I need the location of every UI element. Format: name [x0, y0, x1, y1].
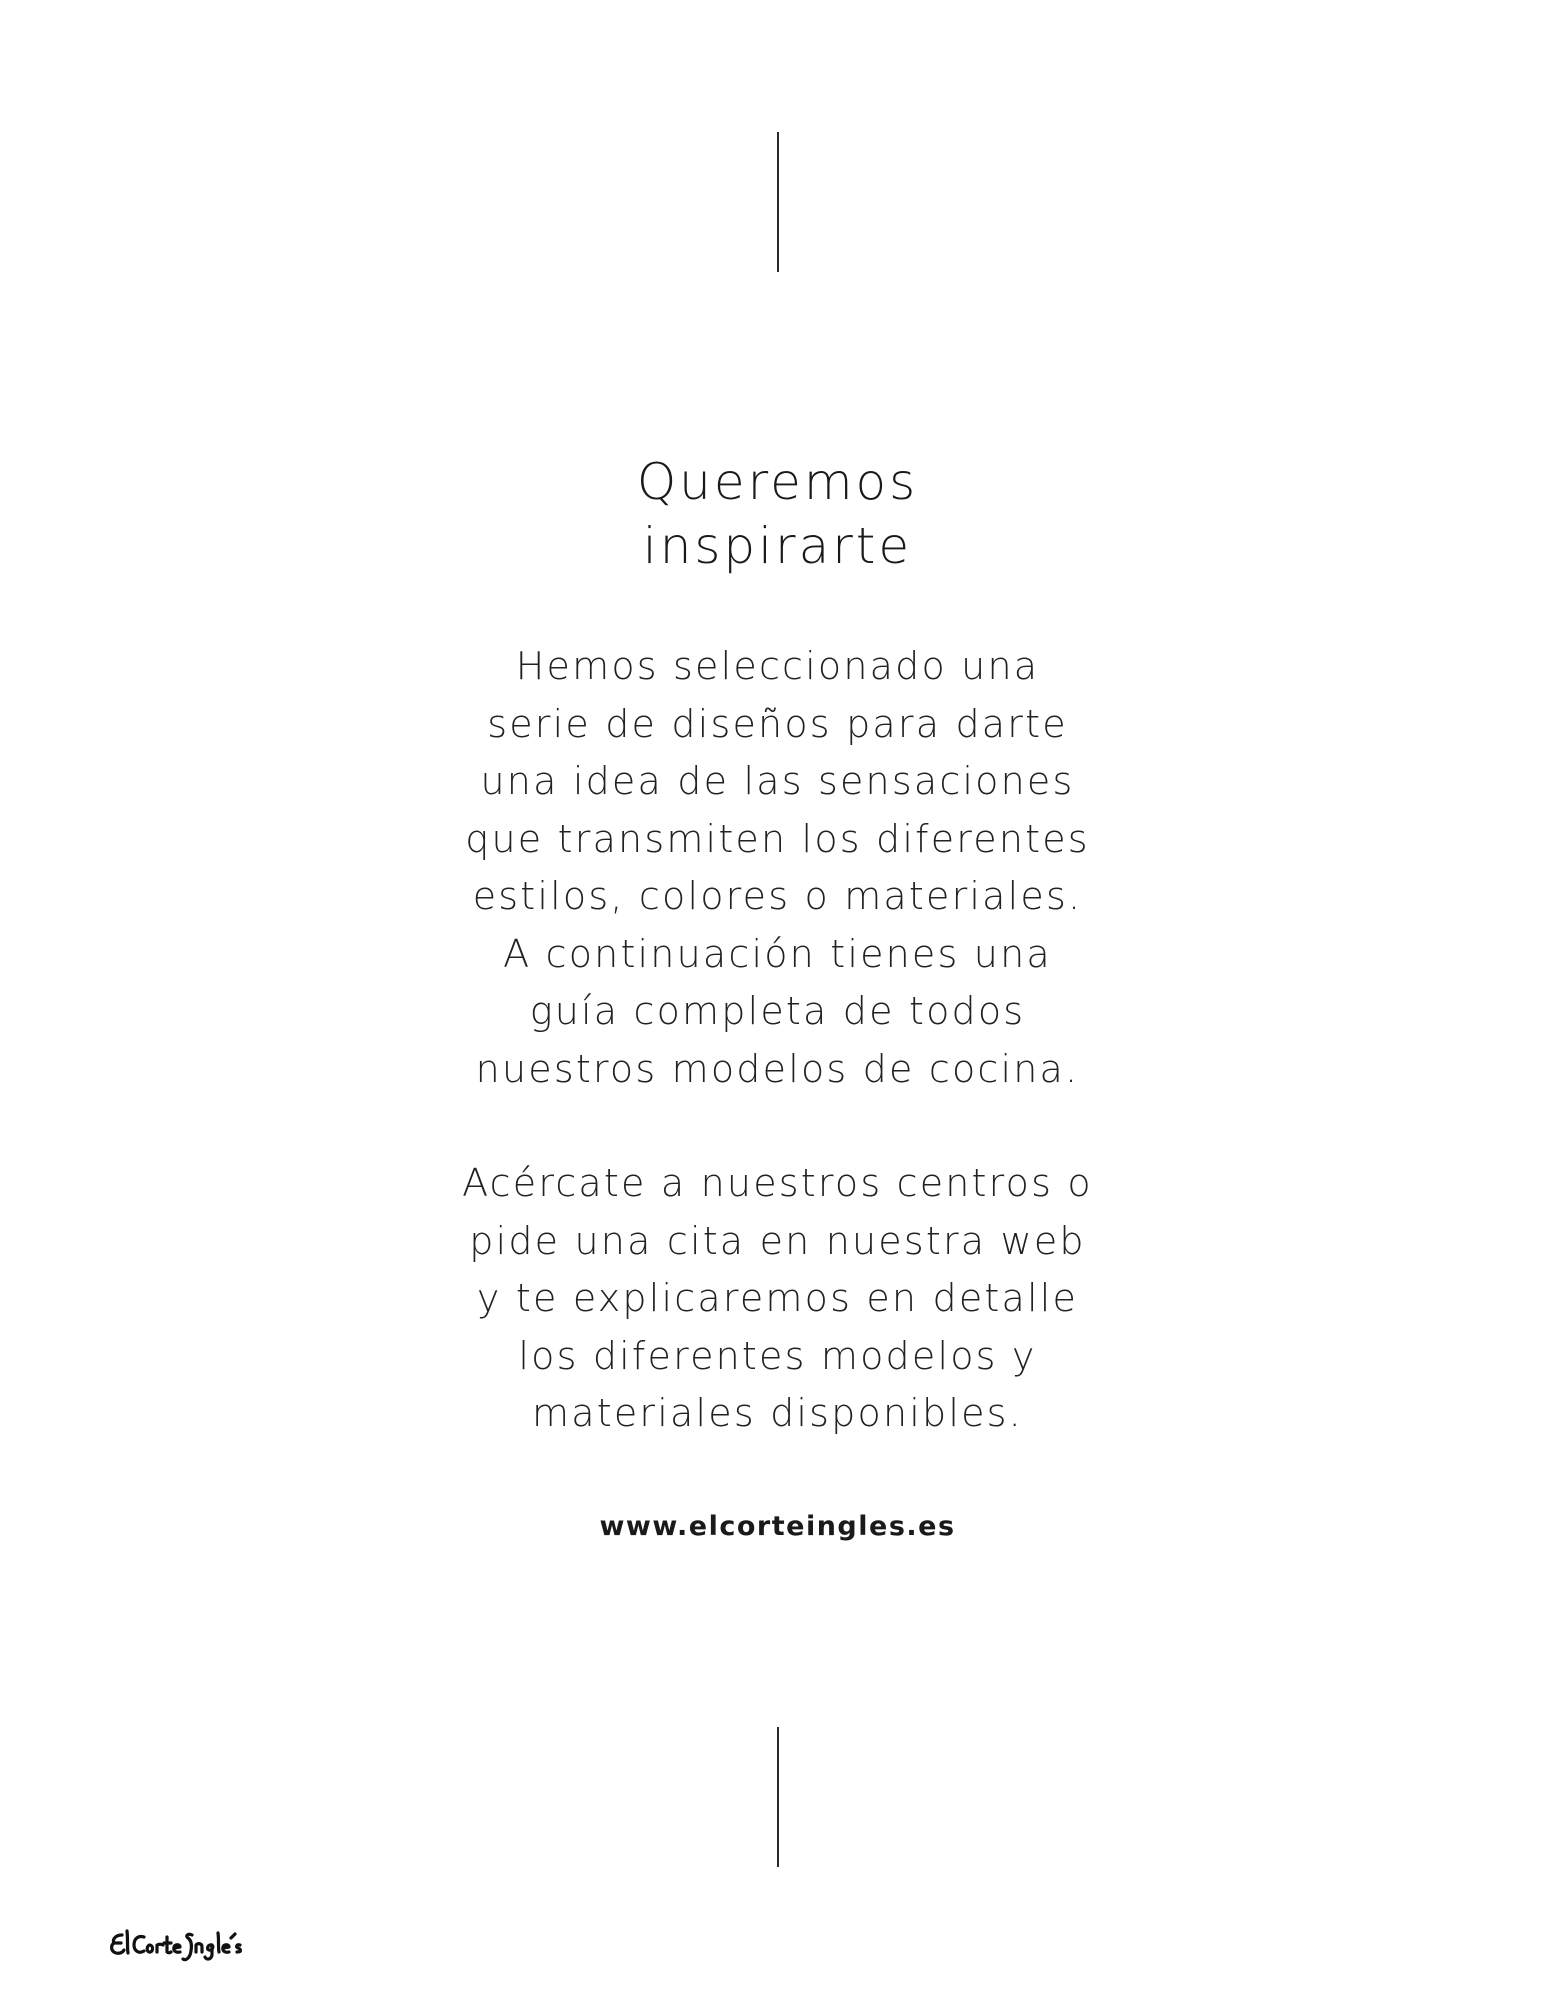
intro-line: nuestros modelos de cocina.: [475, 1046, 1080, 1091]
intro-line: que transmiten los diferentes: [465, 816, 1090, 861]
intro-line: serie de diseños para darte: [487, 701, 1068, 746]
main-content: [0, 450, 1555, 1542]
visit-line: pide una cita en nuestra web: [469, 1218, 1086, 1263]
title-line-2: inspirarte: [642, 517, 913, 575]
visit-line: los diferentes modelos y: [518, 1333, 1037, 1378]
intro-line: guía completa de todos: [529, 989, 1026, 1033]
bottom-divider-line: [777, 1727, 779, 1867]
intro-line: Hemos seleccionado una: [515, 644, 1040, 688]
intro-paragraph: [0, 638, 1555, 1098]
intro-line: estilos, colores o materiales.: [472, 874, 1083, 918]
el-corte-ingles-logo: [108, 1925, 278, 1965]
visit-paragraph: [0, 1155, 1555, 1443]
website-link[interactable]: www.elcorteingles.es: [599, 1510, 956, 1542]
title-line-1: Queremos: [636, 453, 919, 511]
visit-line: materiales disponibles.: [532, 1391, 1023, 1435]
visit-line: y te explicaremos en detalle: [476, 1276, 1079, 1320]
page-title: [0, 450, 1555, 578]
intro-line: una idea de las sensaciones: [480, 759, 1075, 803]
intro-line: A continuación tienes una: [503, 931, 1052, 976]
visit-line: Acércate a nuestros centros o: [462, 1161, 1093, 1205]
top-divider-line: [777, 132, 779, 272]
